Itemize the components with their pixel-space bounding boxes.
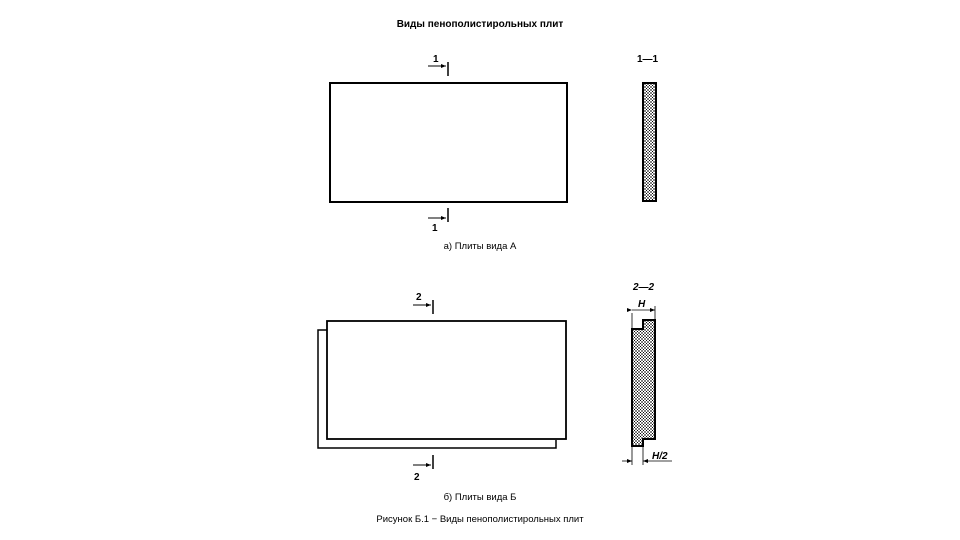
section-mark-2-top bbox=[413, 292, 433, 314]
figure-caption: Рисунок Б.1 − Виды пенополистирольных плит bbox=[376, 514, 584, 525]
plate-a-front-view bbox=[330, 83, 567, 202]
section-mark-1-top-label: 1 bbox=[433, 54, 439, 65]
section-mark-1-bottom bbox=[428, 208, 448, 234]
section-mark-2-bottom bbox=[413, 455, 433, 483]
caption-view-b: б) Плиты вида Б bbox=[443, 492, 517, 503]
section-2-2-profile bbox=[632, 320, 655, 446]
section-1-1-label: 1—1 bbox=[637, 54, 659, 65]
section-mark-1-top bbox=[428, 54, 448, 76]
caption-view-a: а) Плиты вида А bbox=[443, 241, 517, 252]
dimension-h-label: H bbox=[638, 299, 646, 310]
dimension-h-half-label: H/2 bbox=[652, 451, 668, 462]
section-1-1-profile bbox=[643, 83, 656, 201]
drawing-title: Виды пенополистирольных плит bbox=[396, 19, 564, 30]
plate-b-front-view bbox=[318, 321, 566, 448]
section-mark-1-bottom-label: 1 bbox=[432, 223, 438, 234]
section-2-2-label: 2—2 bbox=[633, 282, 655, 293]
section-mark-2-bottom-label: 2 bbox=[414, 472, 420, 483]
dimension-h-half bbox=[622, 447, 672, 465]
section-mark-2-top-label: 2 bbox=[416, 292, 422, 303]
